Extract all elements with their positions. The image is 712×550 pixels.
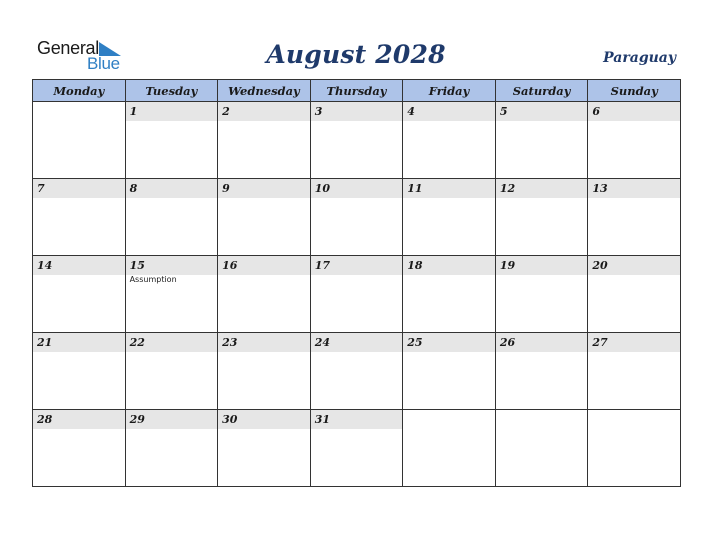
day-number: 10 [314, 182, 330, 195]
day-cell[interactable] [218, 102, 311, 179]
day-number: 30 [222, 413, 238, 426]
day-number: 17 [314, 259, 330, 272]
day-number: 19 [499, 259, 516, 272]
logo-word-general: General [37, 38, 99, 58]
day-number: 14 [37, 259, 53, 272]
day-number-band [588, 256, 680, 275]
day-number: 4 [407, 105, 415, 118]
weekday-header: Friday [403, 80, 496, 102]
day-number-band [218, 333, 310, 352]
calendar-grid [32, 79, 681, 487]
day-number: 2 [222, 105, 230, 118]
day-number: 26 [499, 336, 516, 349]
country-label: Paraguay [603, 50, 676, 66]
day-cell[interactable] [310, 410, 403, 487]
day-number: 25 [407, 336, 423, 349]
day-number-band [311, 102, 403, 121]
day-number-band [496, 179, 588, 198]
day-cell[interactable] [33, 179, 126, 256]
day-number-band [311, 179, 403, 198]
day-number: 18 [407, 259, 423, 272]
day-number-band [126, 256, 218, 275]
day-number: 1 [129, 105, 138, 118]
logo-word-blue: Blue [87, 54, 120, 73]
day-number: 23 [222, 336, 238, 349]
day-number: 5 [499, 105, 508, 118]
week-row [33, 333, 681, 410]
day-cell[interactable] [403, 256, 496, 333]
day-cell[interactable] [495, 179, 588, 256]
weekday-header-row [33, 80, 681, 102]
day-number-band [403, 256, 495, 275]
day-number: 12 [499, 182, 516, 195]
day-cell[interactable] [125, 102, 218, 179]
day-cell[interactable] [588, 256, 681, 333]
weekday-header: Saturday [495, 80, 588, 102]
day-cell[interactable] [310, 333, 403, 410]
day-number-band [403, 333, 495, 352]
weekday-header: Thursday [310, 80, 403, 102]
day-cell[interactable] [33, 410, 126, 487]
day-cell[interactable] [33, 333, 126, 410]
day-number-band [496, 102, 588, 121]
day-cell[interactable] [403, 179, 496, 256]
weekday-header: Sunday [588, 80, 681, 102]
day-cell[interactable] [218, 179, 311, 256]
day-number-band [33, 410, 125, 429]
day-number-band [126, 102, 218, 121]
day-number-band [33, 333, 125, 352]
day-number: 6 [592, 105, 601, 118]
day-number-band [33, 256, 125, 275]
day-number-band [218, 102, 310, 121]
day-cell[interactable] [495, 410, 588, 487]
day-number-band [588, 179, 680, 198]
week-row [33, 102, 681, 179]
week-row [33, 256, 681, 333]
day-cell[interactable] [403, 333, 496, 410]
weekday-header: Wednesday [218, 80, 311, 102]
day-number: 20 [592, 259, 608, 272]
day-number: 11 [407, 182, 423, 195]
day-cell[interactable] [588, 333, 681, 410]
day-number: 13 [592, 182, 608, 195]
day-number-band [403, 102, 495, 121]
day-cell[interactable] [588, 410, 681, 487]
day-number-band [403, 179, 495, 198]
day-cell[interactable] [588, 102, 681, 179]
day-number-band [311, 256, 403, 275]
day-number: 9 [222, 182, 230, 195]
day-number-band [588, 102, 680, 121]
calendar-title: August 2028 [266, 40, 446, 69]
day-cell[interactable] [125, 179, 218, 256]
day-cell[interactable] [495, 102, 588, 179]
day-number: 28 [37, 413, 53, 426]
weekday-header: Monday [33, 80, 126, 102]
day-cell[interactable] [33, 256, 126, 333]
day-number: 24 [314, 336, 330, 349]
day-cell[interactable] [218, 410, 311, 487]
week-row [33, 410, 681, 487]
day-number: 3 [314, 105, 323, 118]
day-cell[interactable] [310, 179, 403, 256]
day-number-band [218, 256, 310, 275]
day-cell[interactable] [125, 256, 218, 333]
day-cell[interactable] [125, 333, 218, 410]
week-row [33, 179, 681, 256]
weekday-header: Tuesday [125, 80, 218, 102]
day-number: 27 [592, 336, 608, 349]
day-cell[interactable] [588, 179, 681, 256]
holiday-label: Assumption [129, 275, 177, 284]
day-cell[interactable] [310, 256, 403, 333]
day-cell[interactable] [125, 410, 218, 487]
day-number-band [218, 179, 310, 198]
day-cell[interactable] [495, 333, 588, 410]
day-number: 21 [37, 336, 53, 349]
day-number: 15 [129, 259, 145, 272]
calendar-body [33, 102, 681, 487]
day-cell[interactable] [218, 256, 311, 333]
day-number: 31 [314, 413, 330, 426]
day-number: 8 [129, 182, 138, 195]
day-cell[interactable] [310, 102, 403, 179]
day-cell[interactable] [403, 410, 496, 487]
day-number: 7 [37, 182, 45, 195]
day-number-band [126, 179, 218, 198]
day-cell[interactable] [218, 333, 311, 410]
day-cell[interactable] [495, 256, 588, 333]
day-number: 16 [222, 259, 238, 272]
day-cell[interactable] [403, 102, 496, 179]
day-number: 22 [129, 336, 145, 349]
day-number-band [588, 333, 680, 352]
day-number: 29 [129, 413, 145, 426]
day-number-band [496, 256, 588, 275]
day-number-band [126, 333, 218, 352]
day-number-band [218, 410, 310, 429]
day-number-band [311, 333, 403, 352]
day-number-band [126, 410, 218, 429]
day-number-band [33, 179, 125, 198]
day-number-band [311, 410, 403, 429]
day-cell[interactable] [33, 102, 126, 179]
day-number-band [496, 333, 588, 352]
